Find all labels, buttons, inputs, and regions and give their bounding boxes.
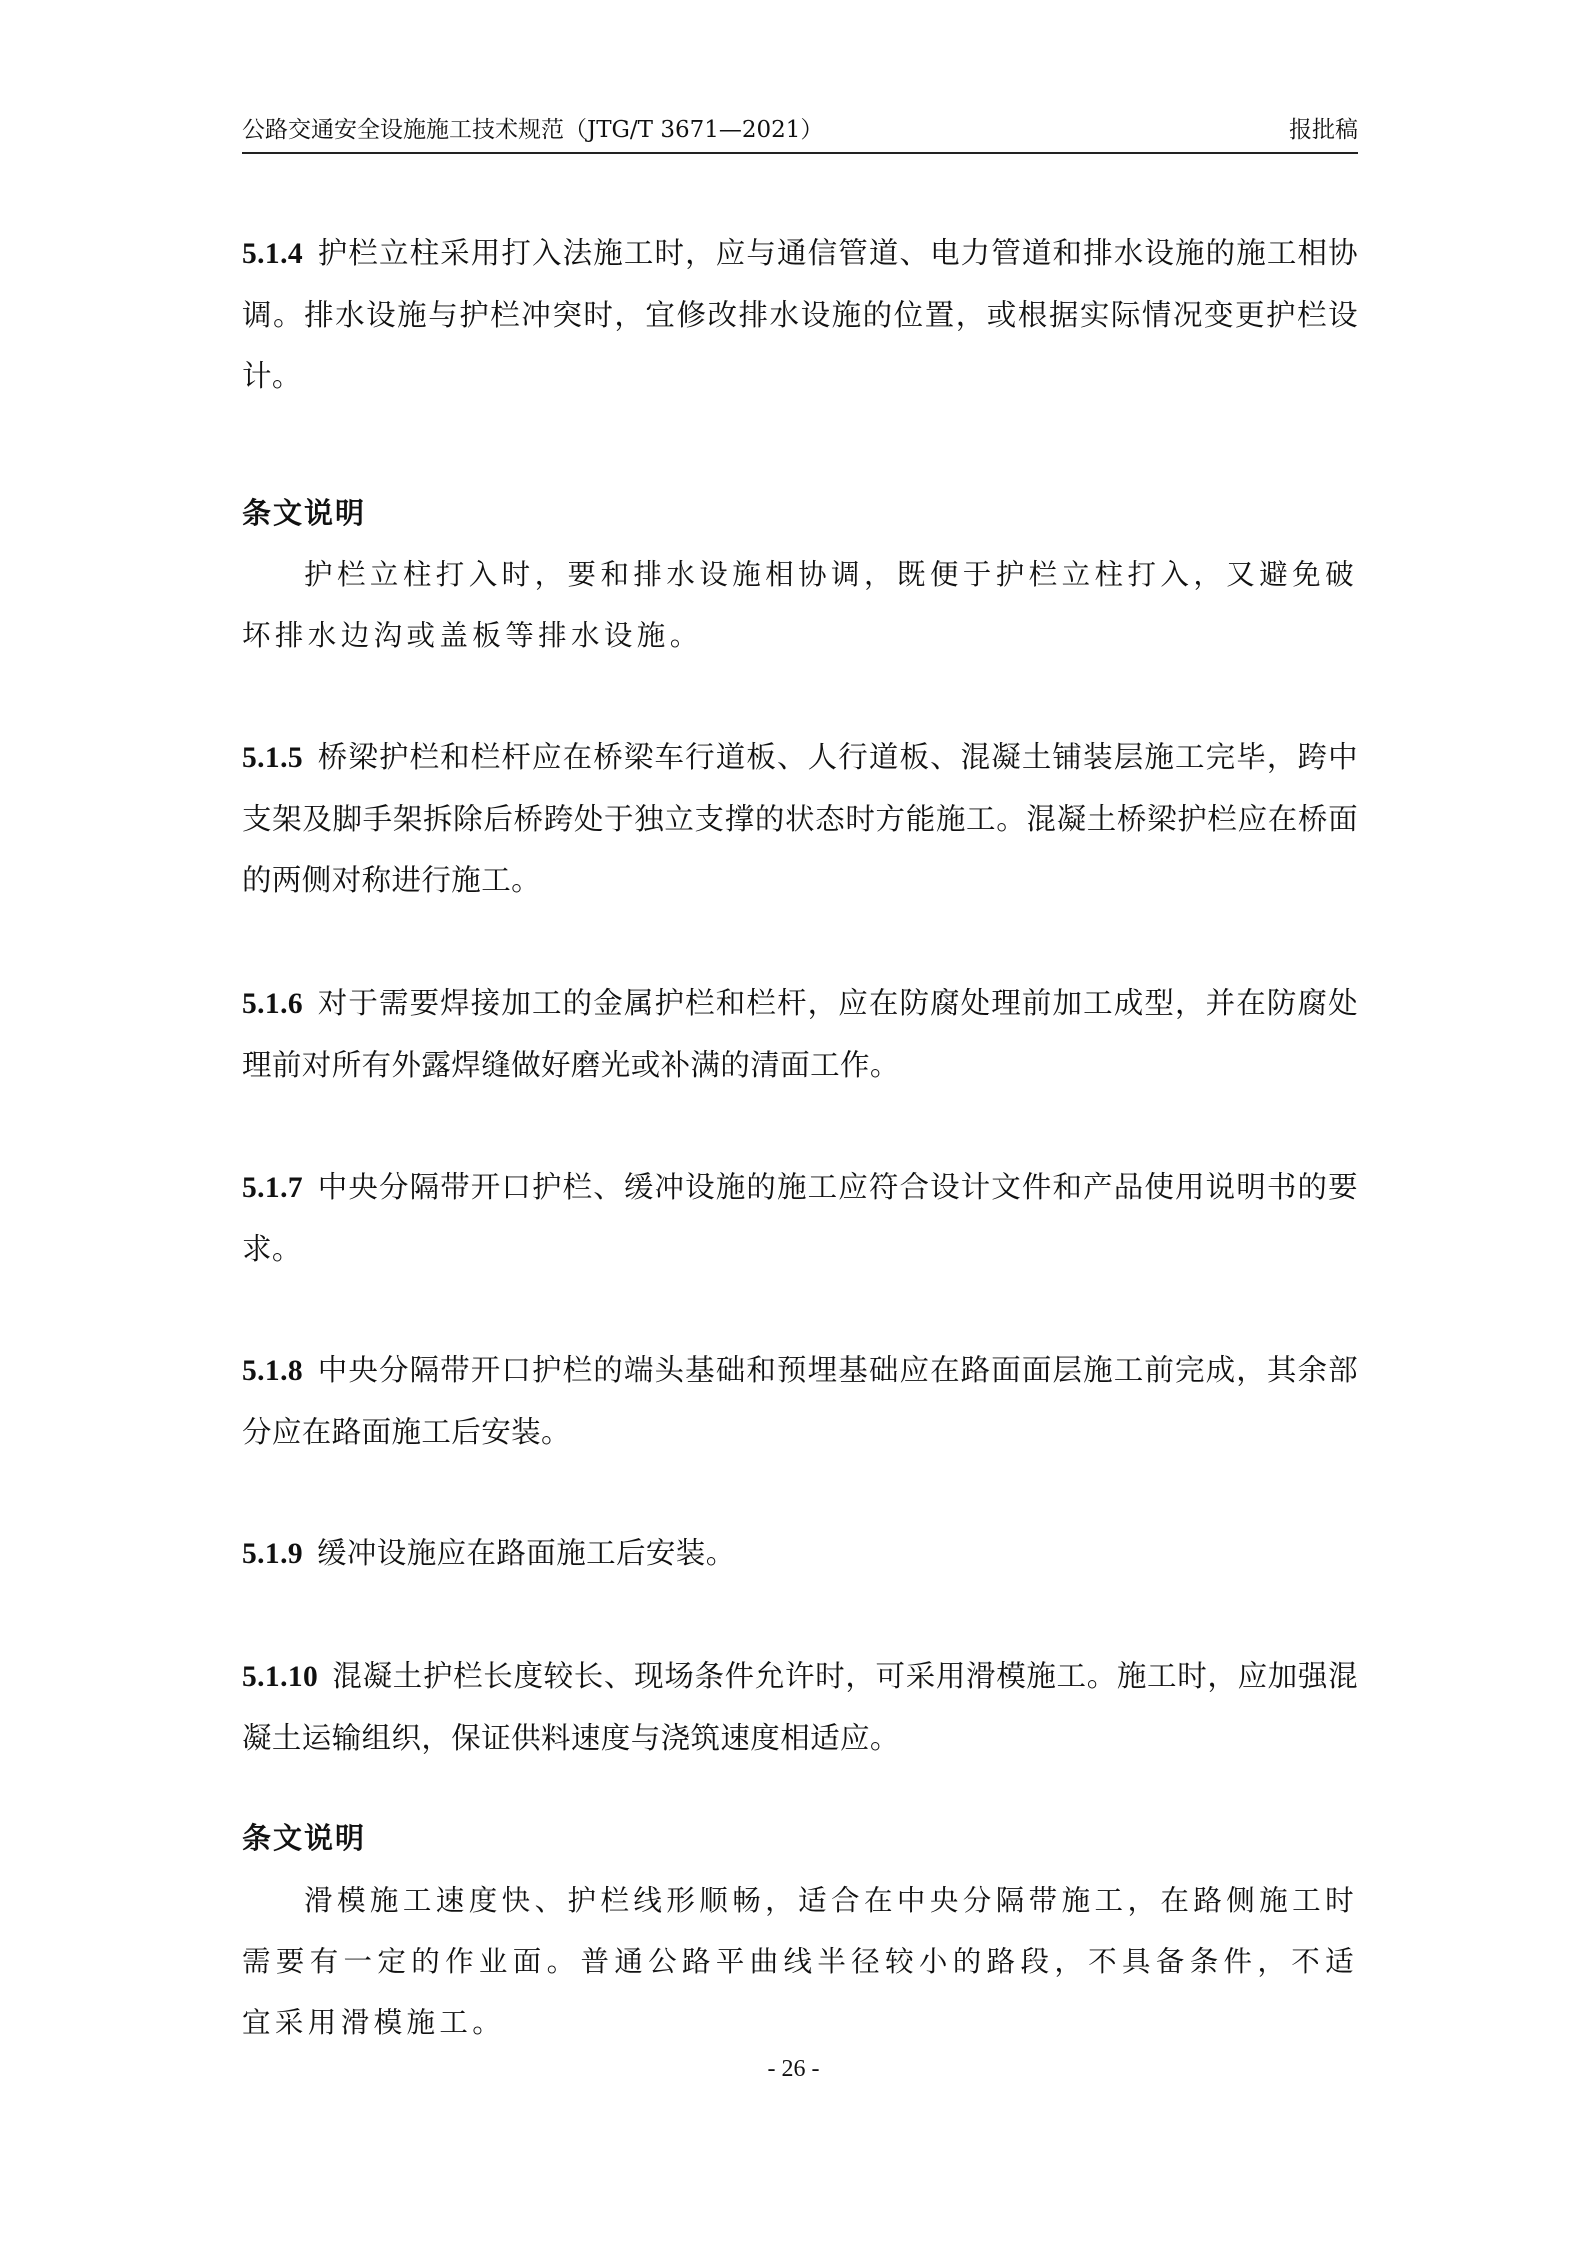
note-text: 滑模施工速度快、护栏线形顺畅，适合在中央分隔带施工，在路侧施工时需要有一定的作业面。普通公路平曲线半径较小的路段，不具备条件，不适宜采用滑模施工。: [242, 1884, 1358, 2039]
note-text: 护栏立柱打入时，要和排水设施相协调，既便于护栏立柱打入，又避免破坏排水边沟或盖板等排水设施。: [242, 558, 1358, 652]
clause-text: 缓冲设施应在路面施工后安装。: [317, 1536, 736, 1570]
clause-number: 5.1.7: [242, 1172, 303, 1204]
clause-text: 桥梁护栏和栏杆应在桥梁车行道板、人行道板、混凝土铺装层施工完毕，跨中支架及脚手架拆除后桥跨处于独立支撑的状态时方能施工。混凝土桥梁护栏应在桥面的两侧对称进行施工。: [242, 740, 1358, 897]
clause-5-1-9: [242, 1523, 1358, 1585]
clause-5-1-7: [242, 1157, 1358, 1280]
note-title: 条文说明: [242, 1821, 367, 1855]
clause-number: 5.1.10: [242, 1661, 319, 1693]
clause-5-1-8: [242, 1340, 1358, 1463]
clause-text: 混凝土护栏长度较长、现场条件允许时，可采用滑模施工。施工时，应加强混凝土运输组织，保证供料速度与浇筑速度相适应。: [242, 1659, 1358, 1755]
clause-5-1-4: [242, 223, 1358, 407]
clause-text: 中央分隔带开口护栏、缓冲设施的施工应符合设计文件和产品使用说明书的要求。: [242, 1170, 1358, 1266]
clause-number: 5.1.5: [242, 742, 303, 774]
clause-text: 对于需要焊接加工的金属护栏和栏杆，应在防腐处理前加工成型，并在防腐处理前对所有外露焊缝做好磨光或补满的清面工作。: [242, 986, 1358, 1082]
clause-5-1-10: [242, 1646, 1358, 1769]
clause-number: 5.1.9: [242, 1538, 303, 1570]
page-header: [242, 108, 1358, 154]
draft-status: 报批稿: [1289, 117, 1358, 143]
clause-5-1-6: [242, 973, 1358, 1096]
page-number: - 26 -: [767, 2056, 820, 2082]
clause-number: 5.1.4: [242, 238, 303, 270]
note-title: 条文说明: [242, 496, 367, 530]
clause-text: 护栏立柱采用打入法施工时，应与通信管道、电力管道和排水设施的施工相协调。排水设施与护栏冲突时，宜修改排水设施的位置，或根据实际情况变更护栏设计。: [242, 236, 1358, 393]
clause-number: 5.1.6: [242, 988, 303, 1020]
document-title: 公路交通安全设施施工技术规范（JTG/T 3671—2021）: [242, 117, 824, 143]
clause-text: 中央分隔带开口护栏的端头基础和预埋基础应在路面面层施工前完成，其余部分应在路面施工后安装。: [242, 1353, 1358, 1449]
clause-number: 5.1.8: [242, 1355, 303, 1387]
clause-5-1-5: [242, 727, 1358, 911]
